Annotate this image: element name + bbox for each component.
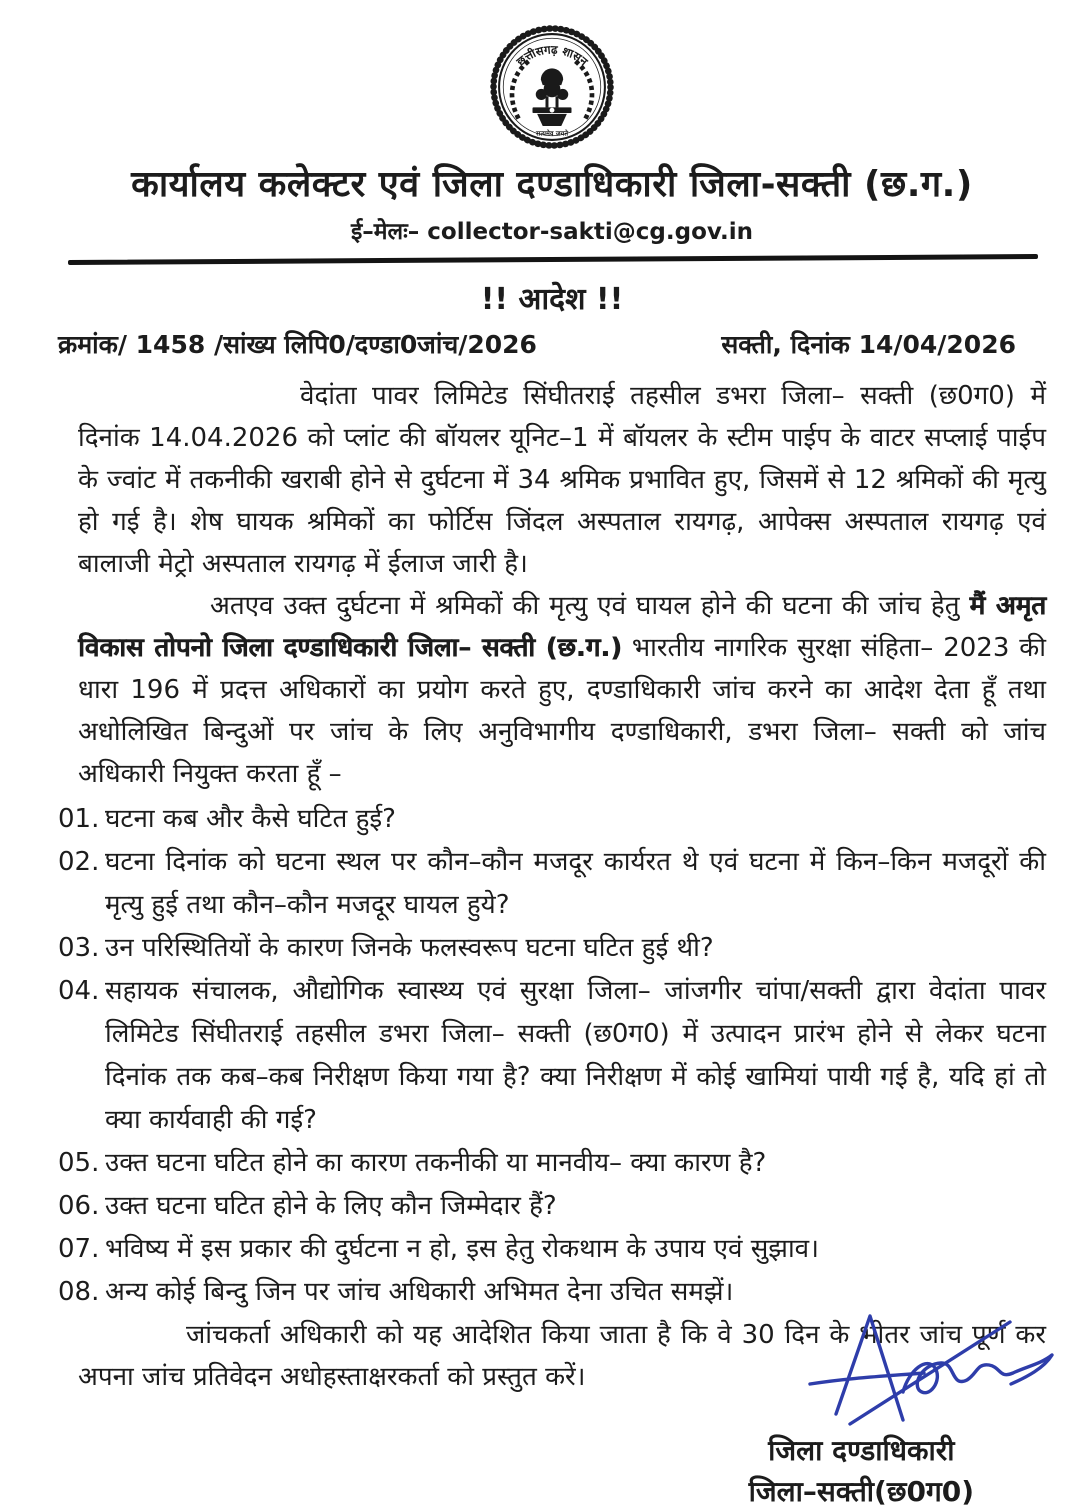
list-item bbox=[58, 927, 1046, 970]
list-item-text: अन्य कोई बिन्दु जिन पर जांच अधिकारी अभिमत देना उचित समझें। bbox=[105, 1277, 734, 1307]
office-title: कार्यालय कलेक्टर एवं जिला दण्डाधिकारी जिला-सक्ती (छ.ग.) bbox=[131, 164, 973, 205]
place-and-date: सक्ती, दिनांक 14/04/2026 bbox=[721, 330, 1016, 359]
list-item-text: सहायक संचालक, औद्योगिक स्वास्थ्य एवं सुरक्षा जिला– जांजगीर चांपा/सक्ती द्वारा वेदांता पावर लिमिटेड सिंघीतराई तहसील डभरा जिला– सक्ती (छ0ग0) में उत्पादन प्रारंभ होने से लेकर घटना दिनांक तक कब–कब निरीक्षण किया गया है? क्या निरीक्षण में कोई खामियां पायी गई है, यदि हां तो क्या कार्यवाही की गई? bbox=[105, 976, 1046, 1135]
paragraph-order-pre: अतएव उक्त दुर्घटना में श्रमिकों की मृत्यु एवं घायल होने की घटना की जांच हेतु bbox=[210, 591, 970, 621]
list-item-number: 01. bbox=[58, 804, 100, 834]
emblem-motto: सत्यमेव जयते bbox=[535, 129, 569, 138]
order-heading: !! आदेश !! bbox=[480, 282, 624, 317]
emblem-container bbox=[58, 22, 1046, 154]
list-item-number: 08. bbox=[58, 1277, 100, 1307]
signatory-district: जिला–सक्ती(छ0ग0) bbox=[748, 1475, 974, 1508]
paragraph-order-officer-name: मैं अमृत विकास तोपनो जिला दण्डाधिकारी जिला– सक्ती (छ.ग.) bbox=[78, 591, 1046, 663]
paragraph-closing: जांचकर्ता अधिकारी को यह आदेशित किया जाता है कि वे 30 दिन के भीतर जांच पूर्ण कर अपना जांच प्रतिवेदन अधोहस्ताक्षरकर्ता को प्रस्तुत करें। bbox=[78, 1320, 1046, 1392]
list-item bbox=[58, 970, 1046, 1142]
list-item-number: 04. bbox=[58, 976, 100, 1006]
header-divider bbox=[68, 254, 1038, 265]
list-item bbox=[58, 841, 1046, 927]
paragraph-incident: वेदांता पावर लिमिटेड सिंघीतराई तहसील डभरा जिला– सक्ती (छ0ग0) में दिनांक 14.04.2026 को प्लांट की बॉयलर यूनिट–1 में बॉयलर के स्टीम पाईप के वाटर सप्लाई पाईप के ज्वांट में तकनीकी खराबी होने से दुर्घटना में 34 श्रमिक प्रभावित हुए, जिसमें से 12 श्रमिकों की मृत्यु हो गई है। शेष घायक श्रमिकों का फोर्टिस जिंदल अस्पताल रायगढ़, आपेक्स अस्पताल रायगढ़ एवं बालाजी मेट्रो अस्पताल रायगढ़ में ईलाज जारी है। bbox=[78, 381, 1046, 579]
ashoka-lions-icon bbox=[533, 68, 572, 126]
handwritten-signature-ink bbox=[806, 1308, 1058, 1426]
chhattisgarh-government-emblem-icon bbox=[487, 22, 617, 152]
list-item-text: उक्त घटना घटित होने के लिए कौन जिम्मेदार हैं? bbox=[105, 1191, 557, 1221]
list-item bbox=[58, 1228, 1046, 1271]
list-item-number: 06. bbox=[58, 1191, 100, 1221]
list-item-text: भविष्य में इस प्रकार की दुर्घटना न हो, इस हेतु रोकथाम के उपाय एवं सुझाव। bbox=[105, 1234, 819, 1264]
list-item-number: 02. bbox=[58, 847, 100, 877]
list-item bbox=[58, 1185, 1046, 1228]
list-item bbox=[58, 1142, 1046, 1185]
paragraph-order bbox=[78, 585, 1046, 795]
email-line: ई–मेलः– collector-sakti@cg.gov.in bbox=[350, 219, 753, 245]
list-item-text: घटना दिनांक को घटना स्थल पर कौन–कौन मजदूर कार्यरत थे एवं घटना में किन–किन मजदूरों की मृत्यु हुई तथा कौन–कौन मजदूर घायल हुये? bbox=[105, 847, 1046, 920]
list-item-number: 05. bbox=[58, 1148, 100, 1178]
inquiry-points-list bbox=[58, 798, 1046, 1314]
paragraph-order-post: भारतीय नागरिक सुरक्षा संहिता– 2023 की धारा 196 में प्रदत्त अधिकारों का प्रयोग करते हुए, दण्डाधिकारी जांच करने का आदेश देता हूँ तथा अधोलिखित बिन्दुओं पर जांच के लिए अनुविभागीय दण्डाधिकारी, डभरा जिला– सक्ती को जांच अधिकारी नियुक्त करता हूँ – bbox=[78, 633, 1046, 789]
list-item-text: उक्त घटना घटित होने का कारण तकनीकी या मानवीय– क्या कारण है? bbox=[105, 1148, 767, 1178]
reference-row bbox=[58, 327, 1046, 361]
emblem-arc-label: छत्तीसगढ़ शासन bbox=[513, 42, 591, 69]
reference-number: क्रमांक/ 1458 /सांख्य लिपि0/दण्डा0जांच/2026 bbox=[58, 330, 537, 359]
list-item bbox=[58, 798, 1046, 841]
list-item-number: 03. bbox=[58, 933, 100, 963]
list-item-text: घटना कब और कैसे घटित हुई? bbox=[105, 804, 396, 834]
list-item-text: उन परिस्थितियों के कारण जिनके फलस्वरूप घटना घटित हुई थी? bbox=[105, 933, 714, 963]
list-item-number: 07. bbox=[58, 1234, 100, 1264]
signature-block bbox=[749, 1430, 974, 1512]
signatory-designation: जिला दण्डाधिकारी bbox=[768, 1434, 955, 1467]
